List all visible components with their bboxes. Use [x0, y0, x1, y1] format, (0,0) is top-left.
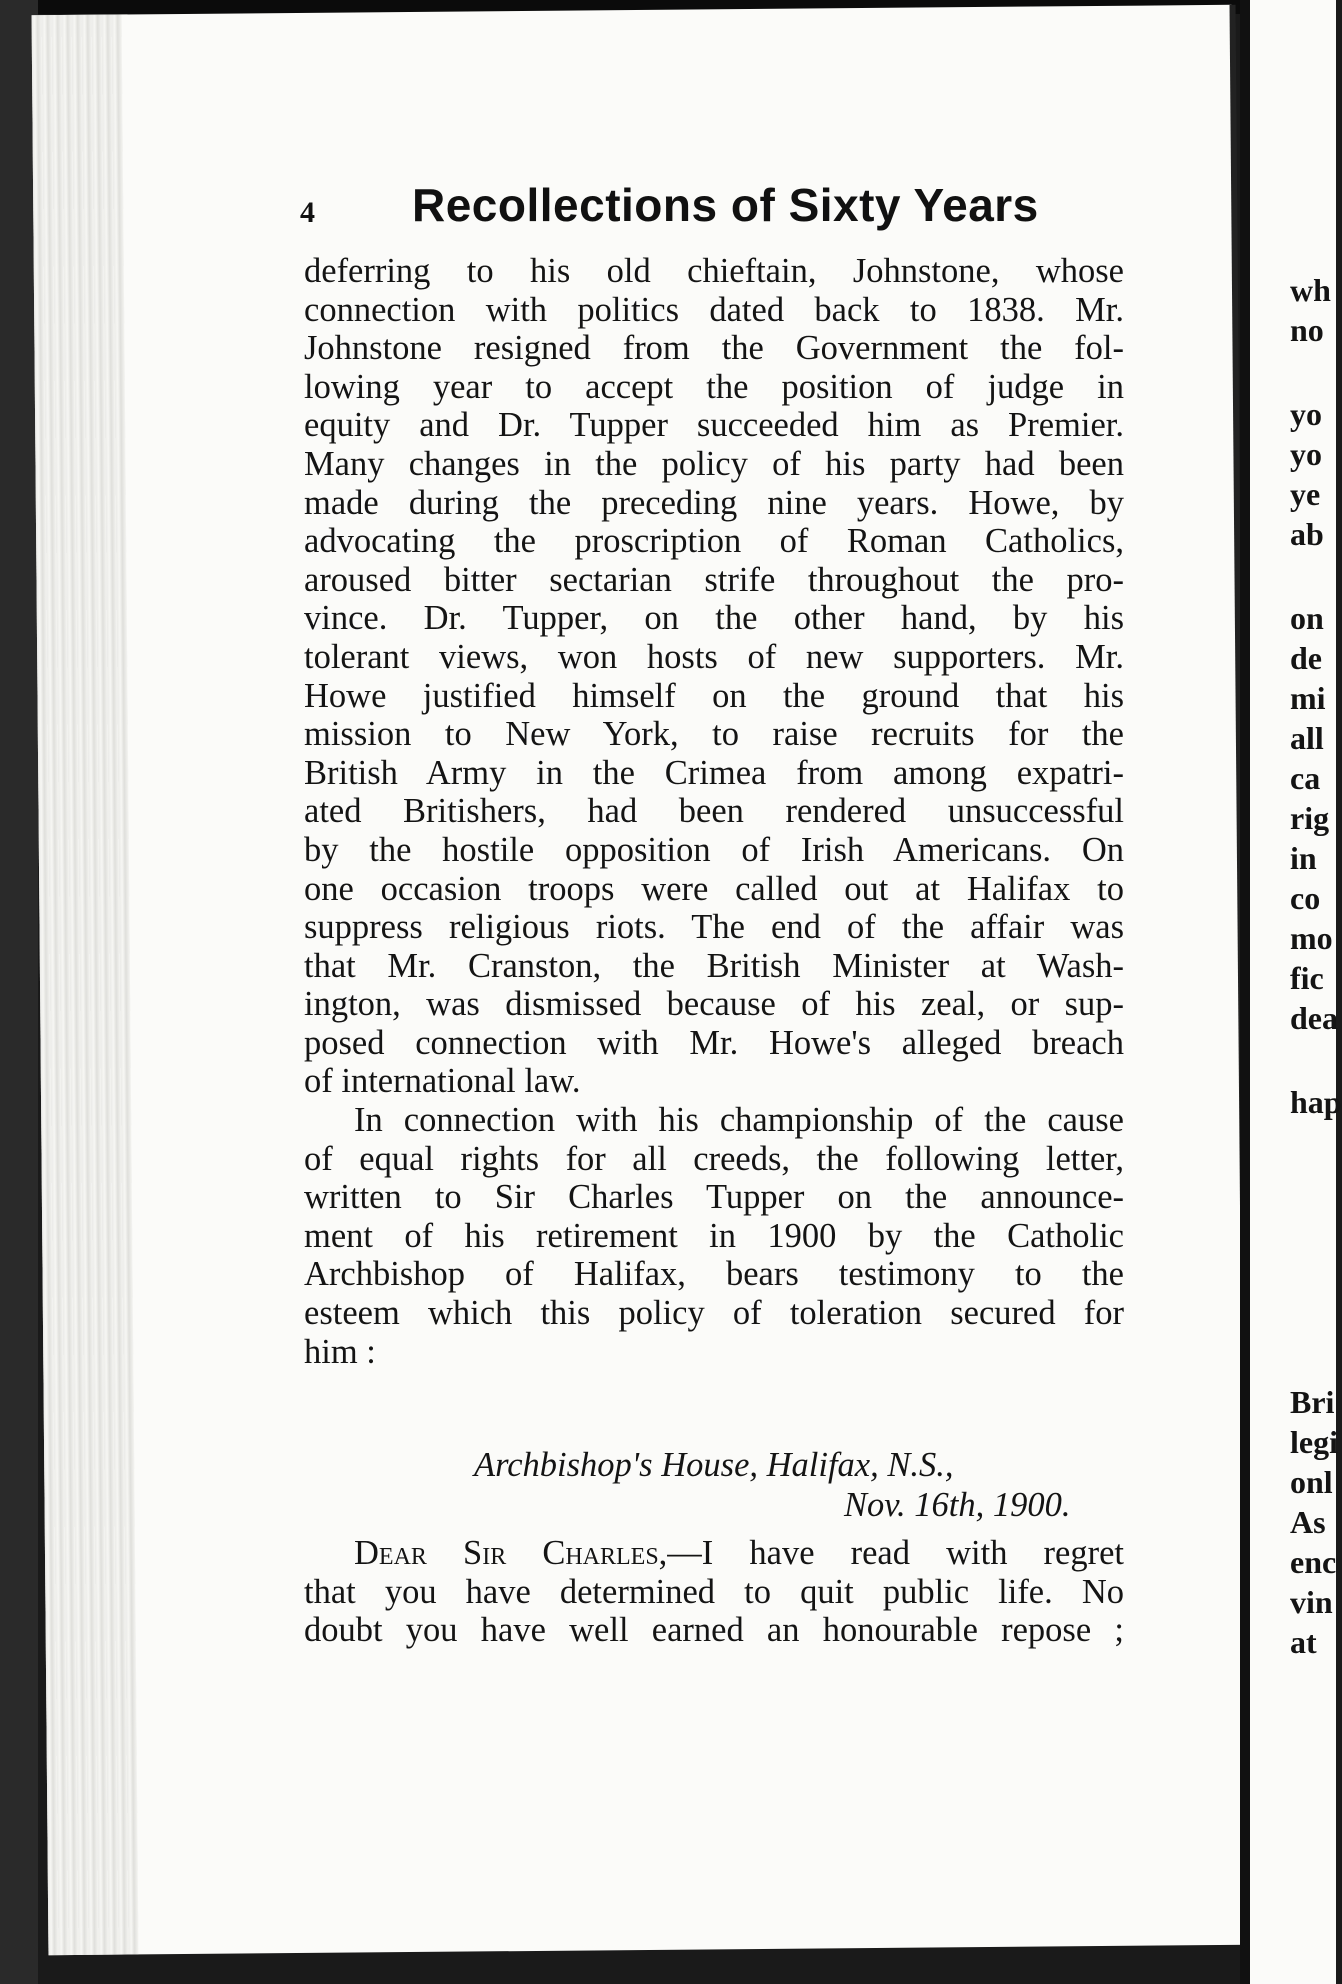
text-line: advocating the proscription of Roman Catholics, — [304, 522, 1124, 561]
text-line: vince. Dr. Tupper, on the other hand, by his — [304, 599, 1124, 638]
facing-page-fragment: vin — [1290, 1584, 1333, 1620]
facing-page-fragment: mo — [1290, 920, 1333, 956]
facing-page-fragment: As — [1290, 1504, 1326, 1540]
facing-page-fragment: in — [1290, 840, 1317, 876]
letter-line: that you have determined to quit public life. No — [304, 1572, 1124, 1611]
facing-page-fragment: legi — [1290, 1424, 1338, 1460]
facing-page-fragment: co — [1290, 880, 1321, 916]
text-line: Johnstone resigned from the Government the fol- — [304, 329, 1124, 368]
text-line: Archbishop of Halifax, bears testimony to the — [304, 1255, 1124, 1294]
facing-page-fragment: fic — [1290, 960, 1324, 996]
facing-page-fragment: enc — [1290, 1544, 1337, 1580]
text-line: tolerant views, won hosts of new supporters. Mr. — [304, 637, 1124, 676]
text-line: suppress religious riots. The end of the affair was — [304, 908, 1124, 947]
text-line: deferring to his old chieftain, Johnstone, whose — [304, 252, 1124, 290]
facing-page-fragment: hap — [1290, 1084, 1342, 1120]
page-edge-stack — [32, 14, 139, 1955]
letter-date: Nov. 16th, 1900. — [844, 1486, 1071, 1524]
letter-body — [304, 1534, 1124, 1650]
facing-page-fragment: wh — [1290, 272, 1331, 308]
facing-page-fragment: at — [1290, 1624, 1317, 1660]
letter-salutation: Dear Sir Charles, — [354, 1534, 668, 1572]
text-line: connection with politics dated back to 1838. Mr. — [304, 290, 1124, 329]
text-line: him : — [304, 1332, 376, 1371]
page-number: 4 — [300, 196, 315, 229]
text-line: lowing year to accept the position of judge in — [304, 367, 1124, 406]
letter-line — [304, 1534, 1124, 1573]
text-line: made during the preceding nine years. Howe, by — [304, 483, 1124, 522]
text-line: posed connection with Mr. Howe's alleged breach — [304, 1023, 1124, 1062]
text-line: one occasion troops were called out at Halifax to — [304, 869, 1124, 908]
facing-page-fragment: rig — [1290, 800, 1330, 836]
facing-page-fragment: all — [1290, 720, 1324, 756]
facing-page-fragment: dea — [1290, 1000, 1338, 1036]
text-line: mission to New York, to raise recruits for the — [304, 715, 1124, 754]
text-line: of equal rights for all creeds, the following letter, — [304, 1139, 1124, 1178]
text-line: British Army in the Crimea from among expatri- — [304, 753, 1124, 792]
page-header — [300, 178, 1100, 248]
text-line: Many changes in the policy of his party had been — [304, 444, 1124, 483]
facing-page-fragment: mi — [1290, 680, 1326, 716]
body-text — [304, 252, 1124, 1371]
letter-line: doubt you have well earned an honourable repose ; — [304, 1611, 1124, 1650]
facing-page-fragment: ye — [1290, 476, 1321, 512]
facing-page-fragment: ca — [1290, 760, 1321, 796]
text-line: written to Sir Charles Tupper on the announce- — [304, 1178, 1124, 1217]
text-line: equity and Dr. Tupper succeeded him as Premier. — [304, 406, 1124, 445]
facing-page-fragment: yo — [1290, 396, 1322, 432]
letter-address: Archbishop's House, Halifax, N.S., — [474, 1446, 954, 1484]
text-line: esteem which this policy of toleration secured for — [304, 1294, 1124, 1333]
facing-page-fragment: de — [1290, 640, 1322, 676]
text-line: Howe justified himself on the ground that his — [304, 676, 1124, 715]
text-line: ment of his retirement in 1900 by the Catholic — [304, 1216, 1124, 1255]
facing-page — [1250, 0, 1342, 1984]
text-line: ington, was dismissed because of his zeal, or sup- — [304, 985, 1124, 1024]
facing-page-fragment: Bri — [1290, 1384, 1335, 1420]
facing-page-fragment: on — [1290, 600, 1324, 636]
text-line: of international law. — [304, 1062, 581, 1101]
facing-page-fragment: onl — [1290, 1464, 1333, 1500]
text-line: by the hostile opposition of Irish Americans. On — [304, 830, 1124, 869]
text-line: aroused bitter sectarian strife throughout the pro- — [304, 560, 1124, 599]
facing-page-fragment: no — [1290, 312, 1324, 348]
letter-line-text: —I have read with regret — [667, 1534, 1124, 1572]
facing-page-fragment: ab — [1290, 516, 1324, 552]
text-line: ated Britishers, had been rendered unsuccessful — [304, 792, 1124, 831]
text-line: In connection with his championship of the cause — [354, 1101, 1124, 1140]
facing-page-fragment: yo — [1290, 436, 1322, 472]
running-title: Recollections of Sixty Years — [412, 179, 1039, 231]
scan-left-border — [0, 0, 38, 1984]
text-line: that Mr. Cranston, the British Minister at Wash- — [304, 946, 1124, 985]
